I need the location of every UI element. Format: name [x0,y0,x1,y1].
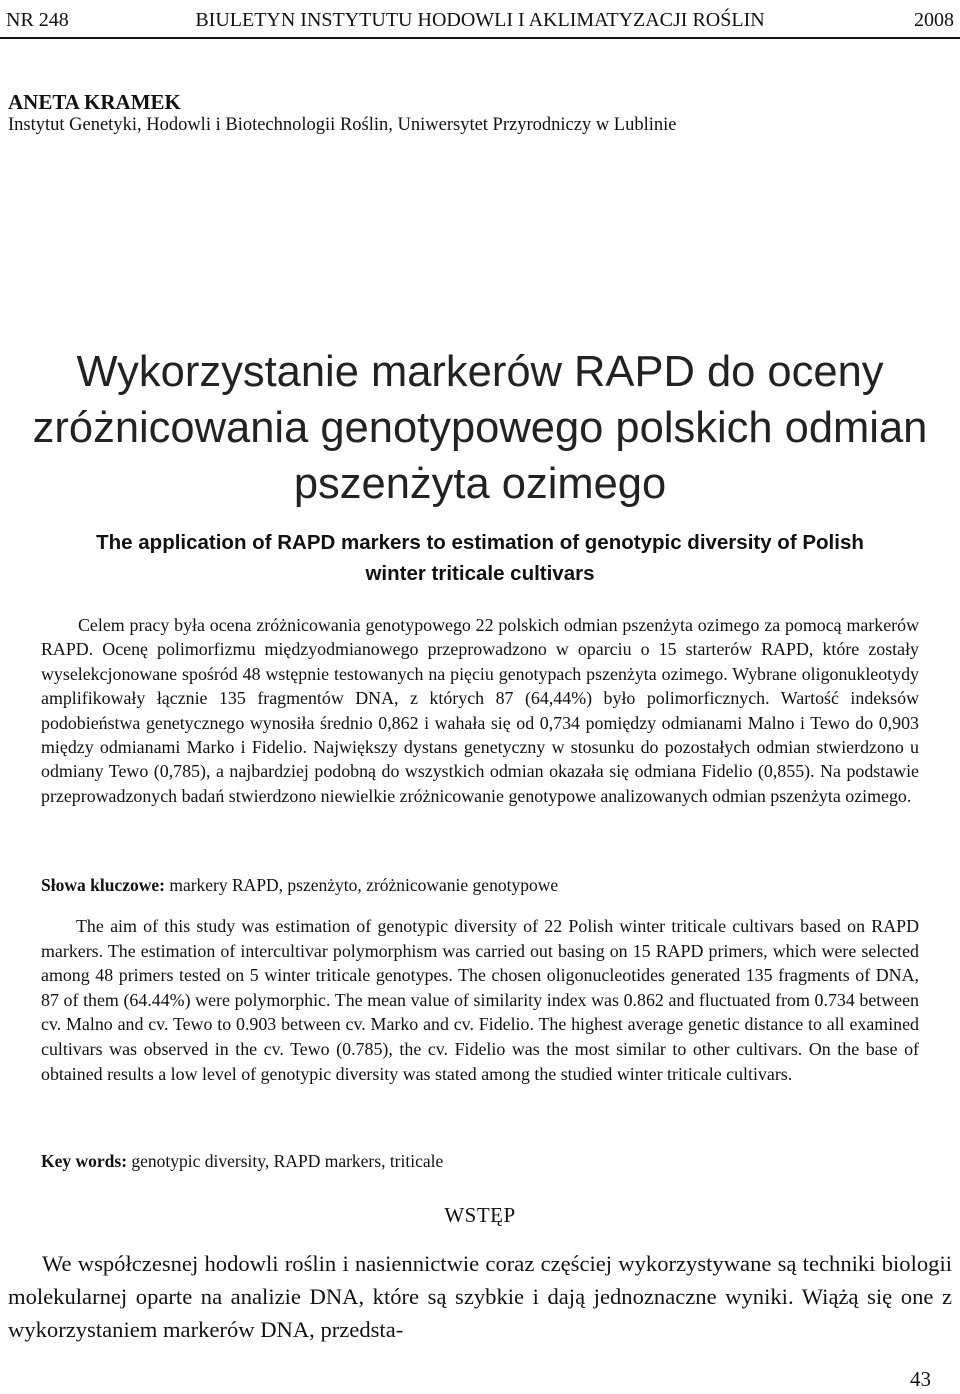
keywords-english [41,1151,443,1172]
section-heading: WSTĘP [444,1203,516,1227]
intro-paragraph: We współczesnej hodowli roślin i nasiennictwie coraz częściej wykorzystywane są techniki biologii molekularnej oparte na analizie DNA, które są szybkie i dają jednoznaczne wyniki. Wiążą się one z wykorzystaniem markerów DNA, przedsta- [8,1251,952,1342]
journal-name: BIULETYN INSTYTUTU HODOWLI I AKLIMATYZACJI ROŚLIN [195,9,765,31]
keywords-label: Key words: [41,1151,128,1171]
title-line: pszenżyta ozimego [293,460,667,508]
author-affiliation: Instytut Genetyki, Hodowli i Biotechnologii Roślin, Uniwersytet Przyrodniczy w Lublinie [8,115,677,135]
title-line: Wykorzystanie markerów RAPD do oceny [76,348,884,396]
publication-year: 2008 [914,9,954,31]
title-en-line: The application of RAPD markers to estimation of genotypic diversity of Polish [96,531,864,554]
title-en-line: winter triticale cultivars [365,562,595,585]
title-polish [0,344,960,512]
keywords-label: Słowa kluczowe: [41,875,165,895]
issue-number: NR 248 [6,9,69,31]
title-line: zróżnicowania genotypowego polskich odmian [32,404,928,452]
keywords-text: markery RAPD, pszenżyto, zróżnicowanie genotypowe [164,875,559,895]
keywords-text: genotypic diversity, RAPD markers, triticale [127,1151,444,1171]
page-number: 43 [910,1367,931,1391]
abstract-english: The aim of this study was estimation of genotypic diversity of 22 Polish winter triticale cultivars based on RAPD markers. The estimation of intercultivar polymorphism was carried out basing on 15 RAPD primers, which were selected among 48 primers tested on 5 winter triticale genotypes. The chosen oligonucleotides generated 135 fragments of DNA, 87 of them (64.44%) were polymorphic. The mean value of similarity index was 0.862 and fluctuated from 0.734 between cv. Malno and cv. Tewo to 0.903 between cv. Marko and cv. Fidelio. The highest average genetic distance to all examined cultivars was observed in the cv. Tewo (0.785), the cv. Fidelio was the most similar to other cultivars. On the base of obtained results a low level of genotypic diversity was stated among the studied winter triticale cultivars. [41,916,919,1084]
running-header [6,6,954,34]
author-name: ANETA KRAMEK [8,90,181,114]
abstract-polish: Celem pracy była ocena zróżnicowania genotypowego 22 polskich odmian pszenżyta ozimego za pomocą markerów RAPD. Ocenę polimorfizmu międzyodmianowego przeprowadzono w oparciu o 15 starterów RAPD, które zostały wyselekcjonowane spośród 48 wstępnie testowanych na pięciu genotypach pszenżyta ozimego. Wybrane oligonukleotydy amplifikowały łącznie 135 fragmentów DNA, z których 87 (64,44%) było polimorficznych. Wartość indeksów podobieństwa genetycznego wynosiła średnio 0,862 i wahała się od 0,734 pomiędzy odmianami Malno i Tewo do 0,903 między odmianami Marko i Fidelio. Największy dystans genetyczny w stosunku do pozostałych odmian stwierdzono u odmiany Tewo (0,785), a najbardziej podobną do wszystkich odmian okazała się odmiana Fidelio (0,855). Na podstawie przeprowadzonych badań stwierdzono niewielkie zróżnicowanie genotypowe analizowanych odmian pszenżyta ozimego. [41,615,919,806]
header-rule [0,37,960,39]
keywords-polish [41,875,558,896]
title-english [0,527,960,589]
